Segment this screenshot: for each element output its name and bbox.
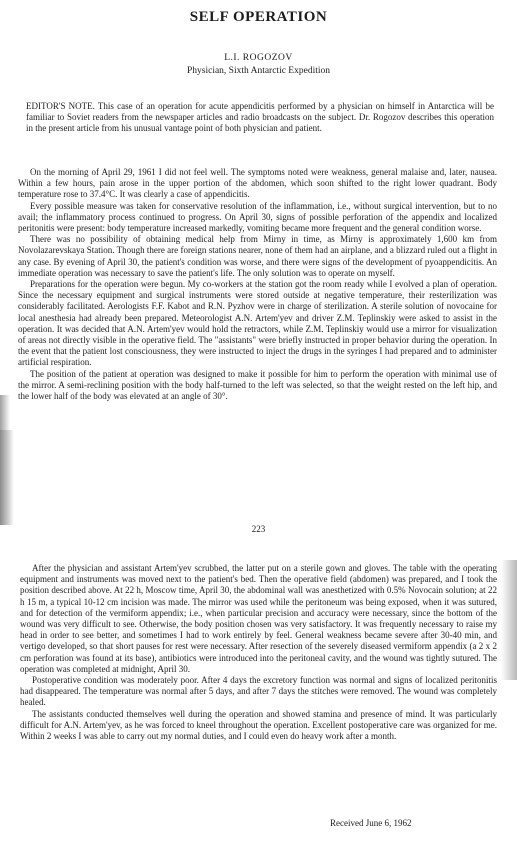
paragraph: Postoperative condition was moderately poor. After 4 days the excretory function was normal and signs of localized peritonitis had disappeared. The temperature was normal after 5 days, and after 7 days the stitches were removed. The wound was completely healed. bbox=[20, 675, 497, 708]
scan-shadow bbox=[0, 395, 10, 433]
paragraph: Preparations for the operation were begun. My co-workers at the station got the room ready while I evolved a plan of operation. Since the necessary equipment and surgical instruments were stored outside at negative temperature, their resterilization was considerably facilitated. Aerologists F.F. Kabot and R.N. Pyzhov were in charge of sterilization. A sterile solution of novocaine for local anesthesia had already been prepared. Meteorologist A.N. Artem'yev and driver Z.M. Teplinskiy were asked to assist in the operation. It was decided that A.N. Artem'yev would hold the retractors, while Z.M. Teplinskiy would use a mirror for visualization of areas not directly visible in the operative field. The "assistants" were briefly instructed in proper behavior during the operation. In the event that the patient lost consciousness, they were instructed to inject the drugs in the syringes I had prepared and to administer artificial respiration. bbox=[18, 279, 497, 368]
paragraph: The position of the patient at operation was designed to make it possible for him to perform the operation with minimal use of the mirror. A semi-reclining position with the body half-turned to the left was selected, so that the weight rested on the left hip, and the lower half of the body was elevated at an angle of 30°. bbox=[18, 368, 497, 402]
article-body-top bbox=[18, 167, 497, 402]
received-date: Received June 6, 1962 bbox=[330, 818, 412, 828]
editors-note-text: EDITOR'S NOTE. This case of an operation for acute appendicitis performed by a physician on himself in Antarctica will be familiar to Soviet readers from the newspaper articles and radio broadcasts on the subject. Dr. Rogozov describes this operation in the present article from his unusual vantage point of both physician and patient. bbox=[26, 101, 494, 134]
editors-note bbox=[26, 101, 494, 135]
author-name: L.I. ROGOZOV bbox=[224, 53, 293, 63]
paragraph: The assistants conducted themselves well during the operation and showed stamina and presence of mind. It was particularly difficult for A.N. Artem'yev, as he was forced to kneel throughout the operation. Excellent postoperative care was organized for me. Within 2 weeks I was able to carry out my normal duties, and I could even do heavy work after a month. bbox=[20, 708, 497, 742]
scan-shadow bbox=[0, 430, 14, 525]
scan-shadow bbox=[501, 560, 517, 680]
paragraph: On the morning of April 29, 1961 I did not feel well. The symptoms noted were weakness, general malaise and, later, nausea. Within a few hours, pain arose in the upper portion of the abdomen, which soon shifted to the right lower quadrant. Body temperature rose to 37.4°C. It was clearly a case of appendicitis. bbox=[18, 167, 497, 200]
paragraph: There was no possibility of obtaining medical help from Mirny in time, as Mirny is approximately 1,600 km from Novolazarevskaya Station. Though there are foreign stations nearer, none of them had an airplane, and a blizzard ruled out a flight in any case. By evening of April 30, the patient's condition was worse, and there were signs of the development of pyoappendicitis. An immediate operation was necessary to save the patient's life. The only solution was to operate on myself. bbox=[18, 234, 497, 278]
paragraph: Every possible measure was taken for conservative resolution of the inflammation, i.e., without surgical intervention, but to no avail; the inflammatory process continued to progress. On April 30, signs of possible perforation of the appendix and localized peritonitis were present: body temperature increased markedly, vomiting became more frequent and the general condition worse. bbox=[18, 200, 497, 234]
article-title: SELF OPERATION bbox=[189, 9, 328, 25]
article-body-bottom bbox=[20, 563, 497, 742]
author-affiliation: Physician, Sixth Antarctic Expedition bbox=[186, 66, 330, 76]
page-number: 223 bbox=[251, 524, 266, 534]
paragraph: After the physician and assistant Artem'yev scrubbed, the latter put on a sterile gown and gloves. The table with the operating equipment and instruments was moved next to the patient's bed. Then the operative field (abdomen) was prepared, and I took the position described above. At 22 h, Moscow time, April 30, the abdominal wall was anesthetized with 0.5% Novocain solution; at 22 h 15 m, a typical 10-12 cm incision was made. The mirror was used while the peritoneum was being exposed, when it was sutured, and for detection of the vermiform appendix; i.e., when particular precision and accuracy were necessary, since the bottom of the wound was very difficult to see. Otherwise, the body position chosen was very satisfactory. It was frequently necessary to raise my head in order to see better, and sometimes I had to work entirely by feel. General weakness became severe after 30-40 min, and vertigo developed, so that short pauses for rest were necessary. After resection of the severely diseased vermiform appendix (a 2 x 2 cm perforation was found at its base), antibiotics were introduced into the peritoneal cavity, and the wound was tightly sutured. The operation was completed at midnight, April 30. bbox=[20, 563, 497, 674]
